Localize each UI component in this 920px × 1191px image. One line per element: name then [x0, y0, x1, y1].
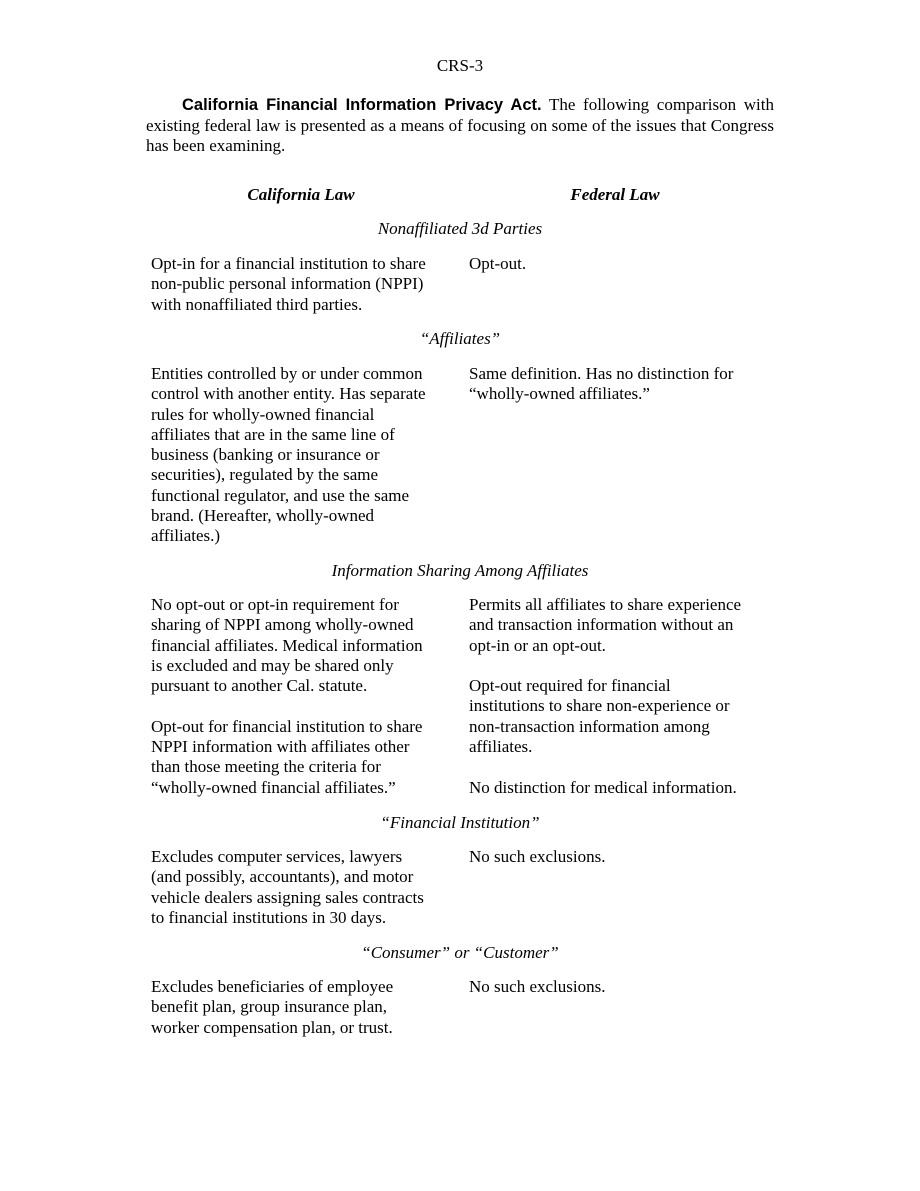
federal-paragraph: Same definition. Has no distinction for “wholly-owned affiliates.” [469, 364, 734, 404]
section-title-nonaffiliated: Nonaffiliated 3d Parties [377, 219, 543, 238]
federal-paragraph: Opt-out. [469, 254, 527, 273]
california-paragraph: Opt-in for a financial institution to share non-public personal information (NPPI) with nonaffiliated third parties. [151, 254, 426, 314]
california-paragraph: No opt-out or opt-in requirement for sharing of NPPI among wholly-owned financial affiliates. Medical information is excluded and may be shared only pursuant to another Cal. statute. [151, 595, 423, 696]
section-title-consumer-customer: “Consumer” or “Customer” [361, 943, 559, 962]
section-title-financial-institution: “Financial Institution” [380, 813, 540, 832]
federal-paragraph: No such exclusions. [469, 977, 606, 996]
california-information-sharing [151, 595, 456, 798]
column-headers [0, 185, 920, 207]
section-title-affiliates: “Affiliates” [419, 329, 501, 348]
intro-heading: California Financial Information Privacy Act. [182, 96, 542, 114]
california-paragraph: Entities controlled by or under common control with another entity. Has separate rules for wholly-owned financial affiliates that are in the same line of business (banking or insurance or securities), regulated by the same functional regulator, and use the same brand. (Hereafter, wholly-owned affiliates.) [151, 364, 426, 546]
column-header-federal: Federal Law [570, 185, 660, 204]
california-paragraph: Opt-out for financial institution to share NPPI information with affiliates other than those meeting the criteria for “wholly-owned financial affiliates.” [151, 716, 423, 797]
federal-paragraph: Opt-out required for financial institutions to share non-experience or non-transaction information among affiliates. [469, 676, 730, 757]
california-financial-institution [151, 847, 456, 928]
federal-paragraph: No such exclusions. [469, 847, 606, 866]
federal-affiliates [469, 364, 769, 405]
california-paragraph: Excludes computer services, lawyers (and possibly, accountants), and motor vehicle dealers assigning sales contracts to financial institutions in 30 days. [151, 847, 424, 927]
page-number: CRS-3 [436, 56, 484, 75]
california-consumer-customer [151, 977, 456, 1038]
intro-text: The following comparison with existing federal law is presented as a means of focusing on some of the issues that Congress has been examining. [146, 95, 774, 155]
intro-paragraph [146, 95, 774, 157]
federal-financial-institution [469, 847, 769, 867]
california-paragraph: Excludes beneficiaries of employee benefit plan, group insurance plan, worker compensation plan, or trust. [151, 977, 394, 1037]
federal-paragraph: Permits all affiliates to share experience and transaction information without an opt-in or an opt-out. [469, 595, 742, 655]
federal-consumer-customer [469, 977, 769, 997]
federal-paragraph: No distinction for medical information. [469, 777, 737, 797]
federal-nonaffiliated [469, 254, 769, 274]
column-header-california: California Law [247, 185, 355, 204]
california-nonaffiliated [151, 254, 456, 315]
federal-information-sharing [469, 595, 769, 798]
section-title-information-sharing: Information Sharing Among Affiliates [331, 561, 589, 580]
california-affiliates [151, 364, 456, 547]
